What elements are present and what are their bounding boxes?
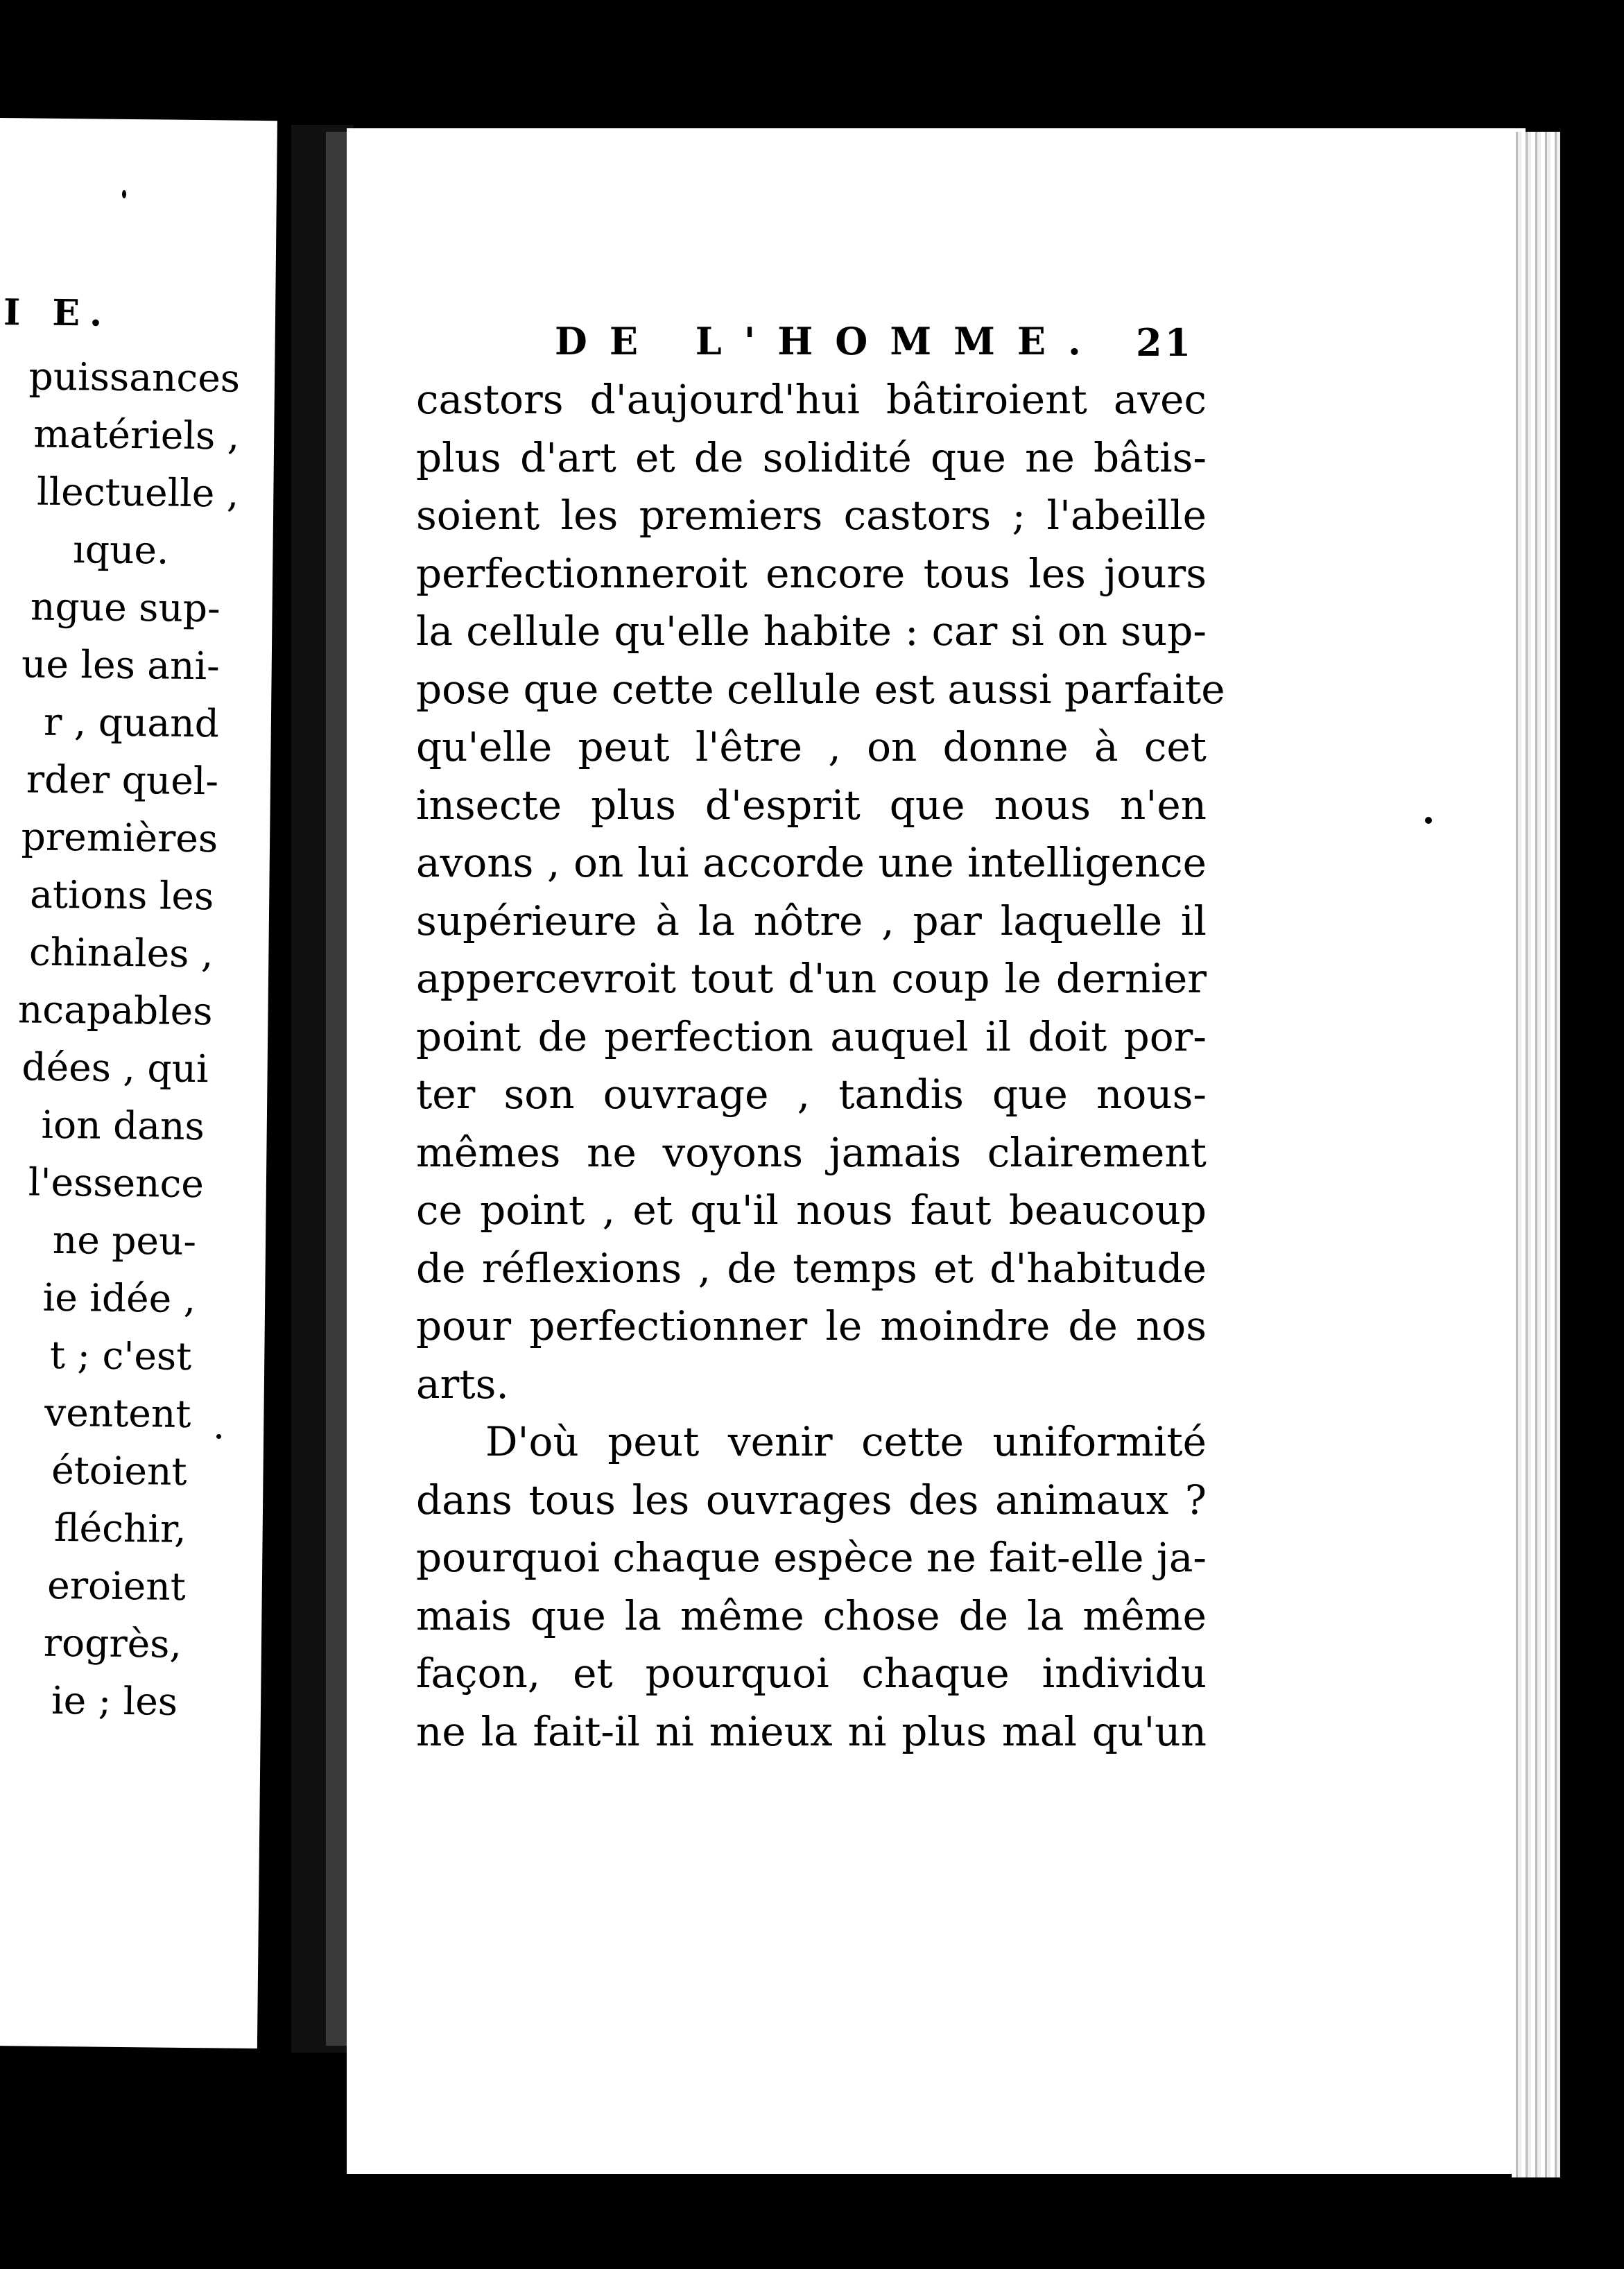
ink-speck — [122, 190, 126, 198]
text-line: mêmes ne voyons jamais clairement — [416, 1128, 1207, 1176]
text-line: supérieure à la nôtre , par laquelle il — [416, 897, 1207, 944]
text-line: de réflexions , de temps et d'habitude — [416, 1244, 1207, 1292]
left-page-line: ncapables — [17, 987, 213, 1034]
text-line: avons , on lui accorde une intelligence — [416, 839, 1207, 886]
left-page-line: ie ; les — [51, 1677, 178, 1724]
text-line: insecte plus d'esprit que nous n'en — [416, 781, 1207, 829]
left-page-line: ion dans — [41, 1102, 205, 1149]
left-page-running-head: I E. — [3, 291, 112, 335]
text-line: dans tous les ouvrages des animaux ? — [416, 1476, 1207, 1524]
left-page-line: llectuelle , — [36, 469, 239, 516]
left-page-line: étoient — [51, 1447, 187, 1494]
left-page-line: ue les ani- — [21, 641, 221, 689]
text-line: point de perfection auquel il doit por- — [416, 1012, 1207, 1060]
text-line: soient les premiers castors ; l'abeille — [416, 492, 1207, 539]
ink-speck — [1425, 817, 1432, 824]
left-page-line: ne peu- — [52, 1217, 197, 1264]
paragraph-start-line: D'où peut venir cette uniformité — [485, 1418, 1207, 1465]
left-page-line: dées , qui — [21, 1044, 209, 1092]
text-line: mais que la même chose de la même — [416, 1591, 1207, 1639]
page-number: 21 — [1136, 320, 1194, 365]
text-line: ter son ouvrage , tandis que nous- — [416, 1071, 1207, 1118]
text-line: pour perfectionner le moindre de nos — [416, 1302, 1207, 1349]
left-page-line: rogrès, — [43, 1620, 182, 1666]
text-line: ce point , et qu'il nous faut beaucoup — [416, 1187, 1207, 1234]
text-line: plus d'art et de solidité que ne bâtis- — [416, 433, 1207, 481]
paragraph-end-line: arts. — [416, 1360, 509, 1408]
text-line: castors d'aujourd'hui bâtiroient avec — [416, 376, 1207, 423]
left-page-line: ngue sup- — [30, 584, 221, 631]
left-page-line: puissances — [28, 354, 241, 401]
left-page-line: chinales , — [28, 929, 214, 976]
left-page-line: ations les — [29, 872, 214, 919]
gutter-shadow — [326, 132, 347, 2046]
ink-speck — [216, 1434, 221, 1439]
left-page-line: fléchir, — [53, 1505, 187, 1551]
left-page-line: matériels , — [33, 411, 240, 458]
text-line: perfectionneroit encore tous les jours — [416, 549, 1207, 597]
left-page-line: ventent — [44, 1390, 191, 1436]
left-page-line: l'essence — [28, 1159, 205, 1207]
text-line: ne la fait-il ni mieux ni plus mal qu'un — [416, 1707, 1207, 1755]
left-page-line: premières — [21, 814, 218, 861]
left-page-line: r , quand — [43, 699, 220, 746]
text-line: la cellule qu'elle habite : car si on sup- — [416, 607, 1207, 655]
running-head: DE L'HOMME. — [555, 319, 1103, 363]
left-page-line: rder quel- — [26, 757, 219, 804]
text-line: pourquoi chaque espèce ne fait-elle ja- — [416, 1534, 1207, 1581]
left-page-fragment — [0, 118, 277, 2048]
left-page-line: eroient — [46, 1562, 187, 1609]
text-line: pose que cette cellule est aussi parfaite — [416, 665, 1225, 713]
left-page-line: t ; c'est — [49, 1332, 192, 1379]
text-line: façon, et pourquoi chaque individu — [416, 1650, 1207, 1697]
page-edge-deckle — [1512, 132, 1560, 2177]
left-page-line: ıque. — [72, 527, 169, 573]
page-body — [416, 371, 1225, 1761]
text-line: qu'elle peut l'être , on donne à cet — [416, 723, 1207, 770]
text-line: appercevroit tout d'un coup le dernier — [416, 955, 1207, 1002]
left-page-line: ie idée , — [42, 1275, 196, 1322]
